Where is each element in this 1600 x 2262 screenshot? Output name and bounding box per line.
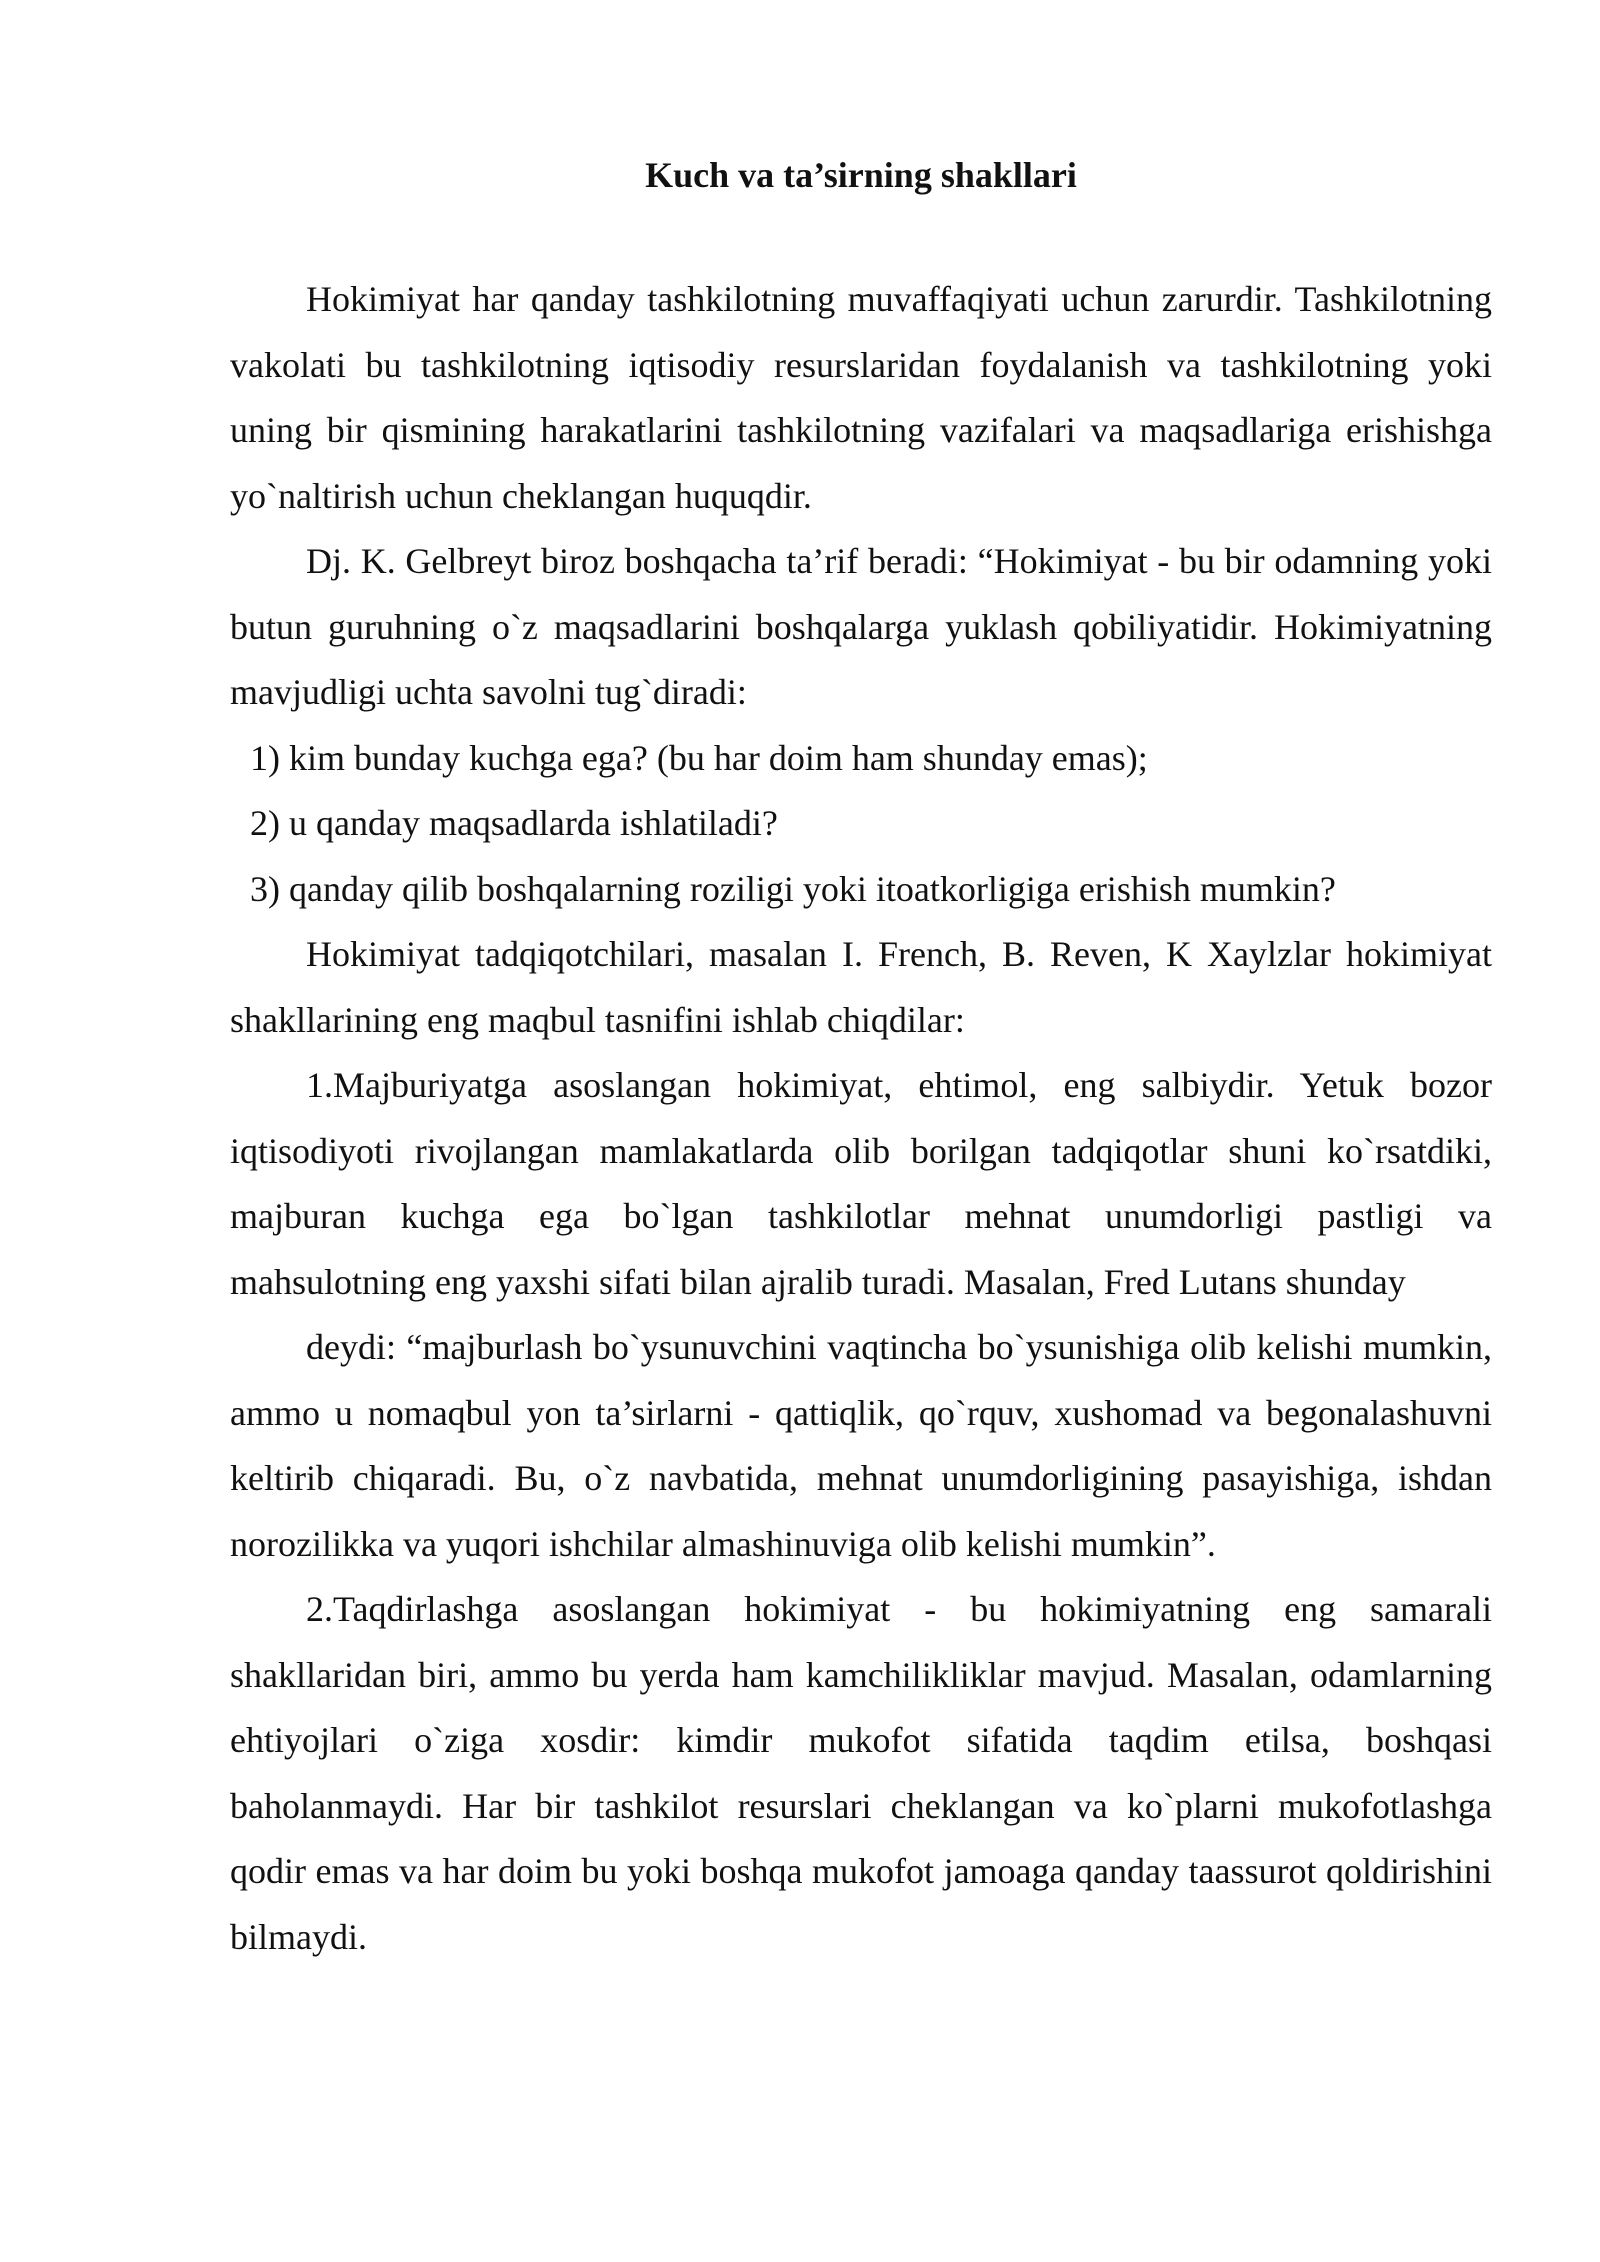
paragraph-lutans-quote: deydi: “majburlash bo`ysunuvchini vaqtincha bo`ysunishiga olib kelishi mumkin, ammo u nomaqbul yon ta’sirlarni - qattiqlik, qo`rquv, xushomad va begonalashuvni keltirib chiqaradi. Bu, o`z navbatida, mehnat unumdorligining pasayishiga, ishdan norozilikka va yuqori ishchilar almashinuviga olib kelishi mumkin”.	[230, 1327, 1492, 1564]
paragraph-gelbreyt: Dj. K. Gelbreyt biroz boshqacha ta’rif beradi: “Hokimiyat - bu bir odamning yoki butun guruhning o`z maqsadlarini boshqalarga yuklash qobiliyatidir. Hokimiyatning mavjudligi uchta savolni tug`diradi:	[230, 541, 1492, 712]
paragraph-intro: Hokimiyat har qanday tashkilotning muvaffaqiyati uchun zarurdir. Tashkilotning vakolati bu tashkilotning iqtisodiy resurslaridan foydalanish va tashkilotning yoki uning bir qismining harakatlarini tashkilotning vazifalari va maqsadlariga erishishga yo`naltirish uchun cheklangan huquqdir.	[230, 279, 1492, 516]
paragraph-researchers: Hokimiyat tadqiqotchilari, masalan I. French, B. Reven, K Xaylzlar hokimiyat shakllarining eng maqbul tasnifini ishlab chiqdilar:	[230, 934, 1492, 1040]
paragraph-reward-power: 2.Taqdirlashga asoslangan hokimiyat - bu hokimiyatning eng samarali shakllaridan biri, ammo bu yerda ham kamchilikliklar mavjud. Masalan, odamlarning ehtiyojlari o`ziga xosdir: kimdir mukofot sifatida taqdim etilsa, boshqasi baholanmaydi. Har bir tashkilot resurslari cheklangan va ko`plarni mukofotlashga qodir emas va har doim bu yoki boshqa mukofot jamoaga qanday taassurot qoldirishini bilmaydi.	[230, 1589, 1492, 1957]
document-body	[230, 150, 1492, 1970]
list-item-question-3: 3) qanday qilib boshqalarning roziligi yoki itoatkorligiga erishish mumkin?	[250, 868, 1336, 909]
paragraph-coercive-power: 1.Majburiyatga asoslangan hokimiyat, ehtimol, eng salbiydir. Yetuk bozor iqtisodiyoti rivojlangan mamlakatlarda olib borilgan tadqiqotlar shuni ko`rsatdiki, majburan kuchga ega bo`lgan tashkilotlar mehnat unumdorligi pastligi va mahsulotning eng yaxshi sifati bilan ajralib turadi. Masalan, Fred Lutans shunday	[230, 1065, 1492, 1302]
list-item-question-1: 1) kim bunday kuchga ega? (bu har doim ham shunday emas);	[250, 737, 1148, 778]
list-item-question-2: 2) u qanday maqsadlarda ishlatiladi?	[250, 803, 778, 843]
document-title: Kuch va ta’sirning shakllari	[645, 155, 1077, 195]
